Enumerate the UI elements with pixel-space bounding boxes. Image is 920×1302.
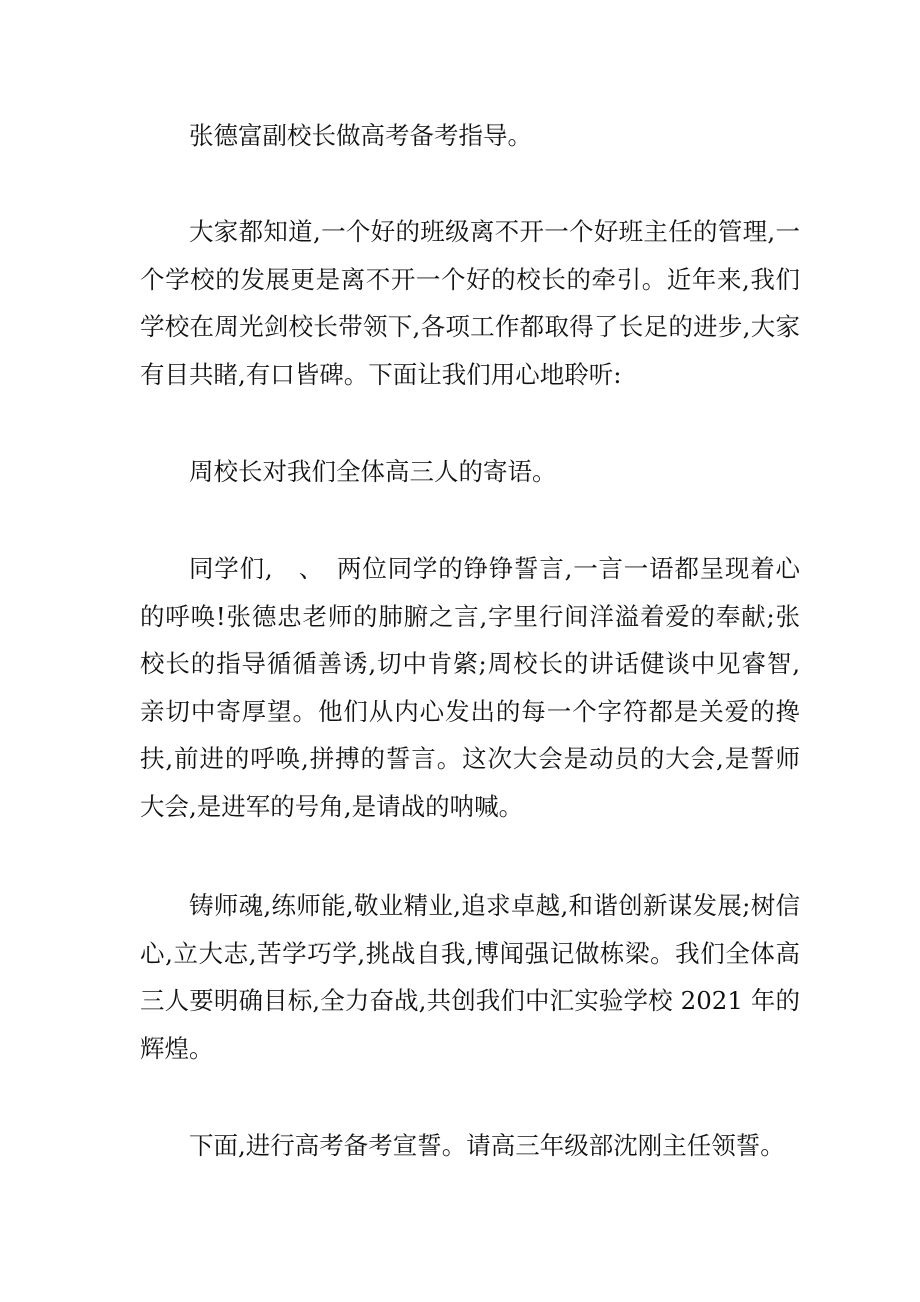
- paragraph-guidance-intro: 张德富副校长做高考备考指导。: [189, 121, 532, 150]
- paragraph-motto: 铸师魂,练师能,敬业精业,追求卓越,和谐创新谋发展;树信心,立大志,苦学巧学,挑战自我,博闻强记做栋梁。我们全体高三人要明确目标,全力奋战,共创我们中汇实验学校 2021 年的辉煌。: [140, 891, 800, 1063]
- paragraph-principal-leadership: 大家都知道,一个好的班级离不开一个好班主任的管理,一个学校的发展更是离不开一个好的校长的牵引。近年来,我们学校在周光剑校长带领下,各项工作都取得了长足的进步,大家有目共睹,有口皆碑。下面让我们用心地聆听:: [140, 217, 800, 389]
- paragraph-principal-message: 周校长对我们全体高三人的寄语。: [189, 457, 557, 486]
- paragraph-oath-announcement: 下面,进行高考备考宣誓。请高三年级部沈刚主任领誓。: [189, 1131, 785, 1160]
- paragraph-summary-speeches: 同学们, 、 两位同学的铮铮誓言,一言一语都呈现着心的呼唤!张德忠老师的肺腑之言,字里行间洋溢着爱的奉献;张校长的指导循循善诱,切中肯綮;周校长的讲话健谈中见睿智,亲切中寄厚望。他们从内心发出的每一个字符都是关爱的搀扶,前进的呼唤,拼搏的誓言。这次大会是动员的大会,是誓师大会,是进军的号角,是请战的呐喊。: [140, 554, 800, 821]
